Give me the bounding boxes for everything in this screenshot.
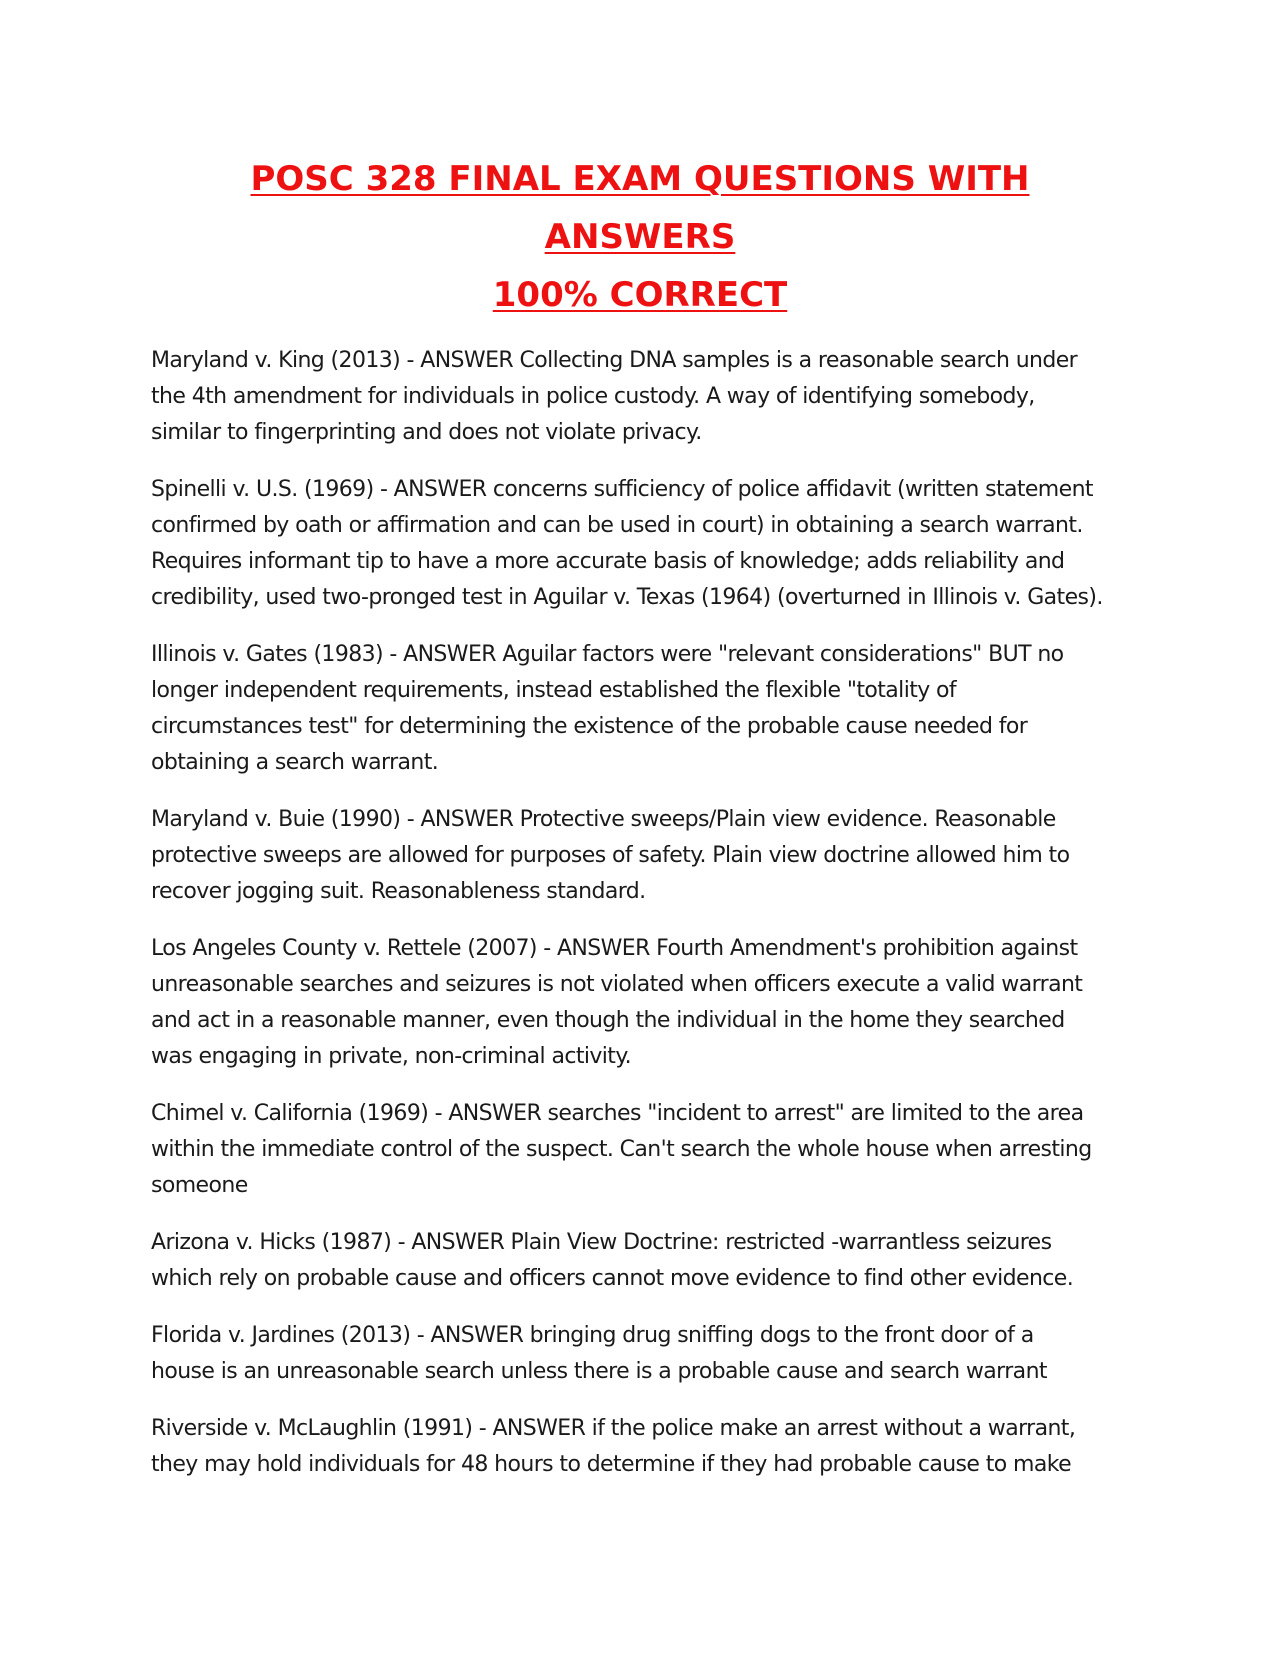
entry-line: protective sweeps are allowed for purposes of safety. Plain view doctrine allowed him to xyxy=(151,843,1070,868)
entry-line: Los Angeles County v. Rettele (2007) - ANSWER Fourth Amendment's prohibition against xyxy=(151,936,1078,961)
qa-entry-la-county-v-rettele xyxy=(151,931,1131,1075)
entry-line: longer independent requirements, instead established the flexible "totality of xyxy=(151,678,957,703)
qa-entry-spinelli-v-us xyxy=(151,472,1131,616)
entry-line: obtaining a search warrant. xyxy=(151,750,439,775)
qa-entry-florida-v-jardines xyxy=(151,1318,1131,1390)
entry-line: someone xyxy=(151,1173,248,1198)
entry-line: Riverside v. McLaughlin (1991) - ANSWER if the police make an arrest without a warrant, xyxy=(151,1416,1076,1441)
entry-line: they may hold individuals for 48 hours to determine if they had probable cause to make xyxy=(151,1452,1072,1477)
qa-entry-maryland-v-buie xyxy=(151,802,1131,910)
page-title-line: 100% CORRECT xyxy=(492,275,788,315)
page-title-line: POSC 328 FINAL EXAM QUESTIONS WITH ANSWERS xyxy=(250,159,1030,257)
entry-line: Maryland v. King (2013) - ANSWER Collecting DNA samples is a reasonable search under xyxy=(151,348,1078,373)
qa-entry-arizona-v-hicks xyxy=(151,1225,1131,1297)
entry-line: Spinelli v. U.S. (1969) - ANSWER concerns sufficiency of police affidavit (written statement xyxy=(151,477,1093,502)
entry-line: was engaging in private, non-criminal activity. xyxy=(151,1044,632,1069)
entry-line: house is an unreasonable search unless there is a probable cause and search warrant xyxy=(151,1359,1047,1384)
entry-line: circumstances test" for determining the existence of the probable cause needed for xyxy=(151,714,1028,739)
page-title xyxy=(150,150,1130,324)
entry-line: Chimel v. California (1969) - ANSWER searches "incident to arrest" are limited to the area xyxy=(151,1101,1084,1126)
entry-line: unreasonable searches and seizures is not violated when officers execute a valid warrant xyxy=(151,972,1083,997)
entry-line: similar to fingerprinting and does not violate privacy. xyxy=(151,420,702,445)
entry-line: confirmed by oath or affirmation and can be used in court) in obtaining a search warrant. xyxy=(151,513,1083,538)
qa-entry-chimel-v-california xyxy=(151,1096,1131,1204)
entry-line: recover jogging suit. Reasonableness standard. xyxy=(151,879,646,904)
qa-entry-illinois-v-gates xyxy=(151,637,1131,781)
entry-line: Florida v. Jardines (2013) - ANSWER bringing drug sniffing dogs to the front door of a xyxy=(151,1323,1034,1348)
entry-line: within the immediate control of the suspect. Can't search the whole house when arresting xyxy=(151,1137,1092,1162)
qa-entry-maryland-v-king xyxy=(151,343,1131,451)
entry-line: Illinois v. Gates (1983) - ANSWER Aguilar factors were "relevant considerations" BUT no xyxy=(151,642,1064,667)
qa-list xyxy=(151,343,1131,1504)
entry-line: the 4th amendment for individuals in police custody. A way of identifying somebody, xyxy=(151,384,1035,409)
entry-line: Requires informant tip to have a more accurate basis of knowledge; adds reliability and xyxy=(151,549,1065,574)
entry-line: Arizona v. Hicks (1987) - ANSWER Plain View Doctrine: restricted -warrantless seizures xyxy=(151,1230,1052,1255)
qa-entry-riverside-v-mclaughlin xyxy=(151,1411,1131,1483)
entry-line: Maryland v. Buie (1990) - ANSWER Protective sweeps/Plain view evidence. Reasonable xyxy=(151,807,1056,832)
entry-line: credibility, used two-pronged test in Aguilar v. Texas (1964) (overturned in Illinois v. Gates). xyxy=(151,585,1103,610)
entry-line: and act in a reasonable manner, even though the individual in the home they searched xyxy=(151,1008,1065,1033)
entry-line: which rely on probable cause and officers cannot move evidence to find other evidence. xyxy=(151,1266,1074,1291)
